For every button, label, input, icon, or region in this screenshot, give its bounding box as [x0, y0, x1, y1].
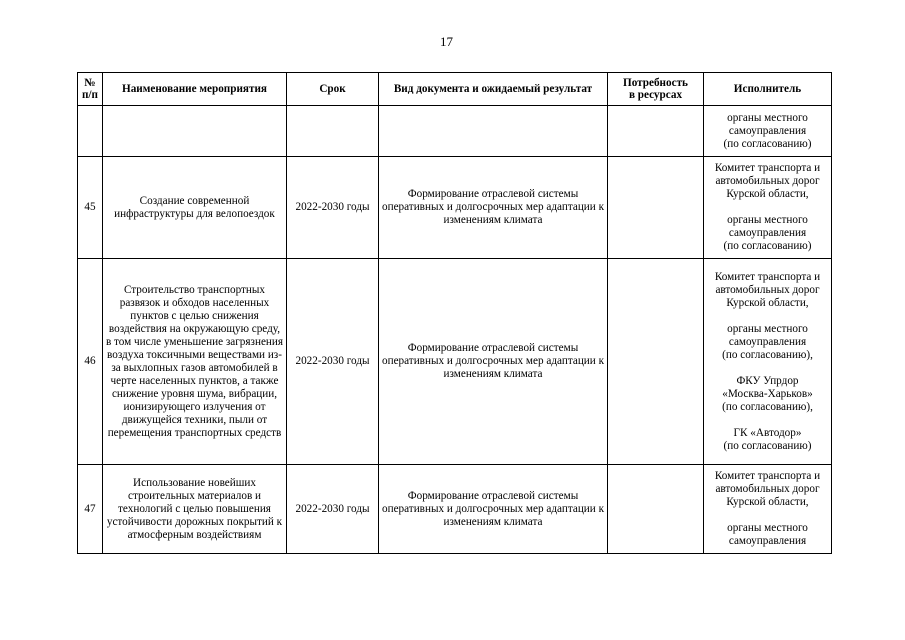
executor — [704, 106, 832, 157]
resource-need — [608, 465, 704, 554]
executor-line: автомобильных дорог — [715, 483, 820, 495]
executor-gap — [706, 362, 829, 375]
executor-line: Комитет транспорта и — [714, 470, 821, 482]
executor-line: Курской области, — [726, 296, 809, 309]
table-header-row — [78, 73, 832, 106]
term: 2022-2030 годы — [287, 465, 379, 554]
header-term: Срок — [287, 73, 379, 106]
executor-line: автомобильных дорог — [715, 283, 820, 296]
executor — [704, 259, 832, 465]
executor-line: Комитет транспорта и — [714, 162, 821, 174]
row-number — [78, 106, 103, 157]
executor-line: Комитет транспорта и — [714, 270, 821, 283]
header-num: № п/п — [78, 73, 103, 106]
document-result: Формирование отраслевой системы оперативных и долгосрочных мер адаптации к изменениям климата — [379, 259, 608, 465]
measures-table — [77, 72, 832, 554]
executor-line: Курской области, — [726, 188, 809, 200]
executor-line: органы местного — [727, 214, 808, 226]
executor-gap — [706, 414, 829, 427]
executor — [704, 157, 832, 259]
executor-line: ГК «Автодор» — [733, 426, 802, 439]
header-exec: Исполнитель — [704, 73, 832, 106]
header-name: Наименование мероприятия — [103, 73, 287, 106]
executor-line: самоуправления — [728, 227, 807, 239]
executor-line: самоуправления — [728, 535, 807, 547]
executor-line: (по согласованию) — [723, 439, 812, 452]
executor-line: (по согласованию) — [723, 137, 812, 150]
measure-name — [103, 106, 287, 157]
document-result: Формирование отраслевой системы оперативных и долгосрочных мер адаптации к изменениям климата — [379, 465, 608, 554]
executor-line: самоуправления — [728, 124, 807, 137]
measure-name: Строительство транспортных развязок и обходов населенных пунктов с целью снижения воздействия на окружающую среду, в том числе уменьшение загрязнения воздуха токсичными веществами из-за выхлопных газов автомобилей в черте населенных пунктов, а также снижение уровня шума, вибрации, ионизирующего излучения от движущейся техники, пыли от перемещения транспортных средств — [103, 259, 287, 465]
executor-gap — [706, 509, 829, 522]
header-need: Потребность в ресурсах — [608, 73, 704, 106]
table-row — [78, 106, 832, 157]
term: 2022-2030 годы — [287, 157, 379, 259]
term: 2022-2030 годы — [287, 259, 379, 465]
executor-line: ФКУ Упрдор — [736, 374, 799, 387]
table-row — [78, 259, 832, 465]
executor-line: (по согласованию) — [723, 240, 812, 252]
executor-line: органы местного — [727, 111, 808, 124]
executor-line: (по согласованию), — [722, 400, 813, 413]
resource-need — [608, 259, 704, 465]
page-number: 17 — [440, 34, 453, 49]
row-number: 46 — [78, 259, 103, 465]
resource-need — [608, 157, 704, 259]
row-number: 45 — [78, 157, 103, 259]
executor-line: органы местного — [727, 322, 808, 335]
executor — [704, 465, 832, 554]
executor-line: автомобильных дорог — [715, 175, 820, 187]
measure-name: Использование новейших строительных материалов и технологий с целью повышения устойчивости дорожных покрытий к атмосферным воздействиям — [103, 465, 287, 554]
executor-gap — [706, 201, 829, 214]
row-number: 47 — [78, 465, 103, 554]
document-result: Формирование отраслевой системы оперативных и долгосрочных мер адаптации к изменениям климата — [379, 157, 608, 259]
header-doc: Вид документа и ожидаемый результат — [379, 73, 608, 106]
executor-line: (по согласованию), — [722, 348, 813, 361]
measure-name: Создание современной инфраструктуры для велопоездок — [103, 157, 287, 259]
executor-line: Курской области, — [726, 496, 809, 508]
executor-line: «Москва-Харьков» — [722, 387, 813, 400]
executor-line: органы местного — [727, 522, 808, 534]
table-row — [78, 465, 832, 554]
document-result — [379, 106, 608, 157]
executor-gap — [706, 310, 829, 323]
executor-line: самоуправления — [728, 335, 807, 348]
table-row — [78, 157, 832, 259]
resource-need — [608, 106, 704, 157]
term — [287, 106, 379, 157]
